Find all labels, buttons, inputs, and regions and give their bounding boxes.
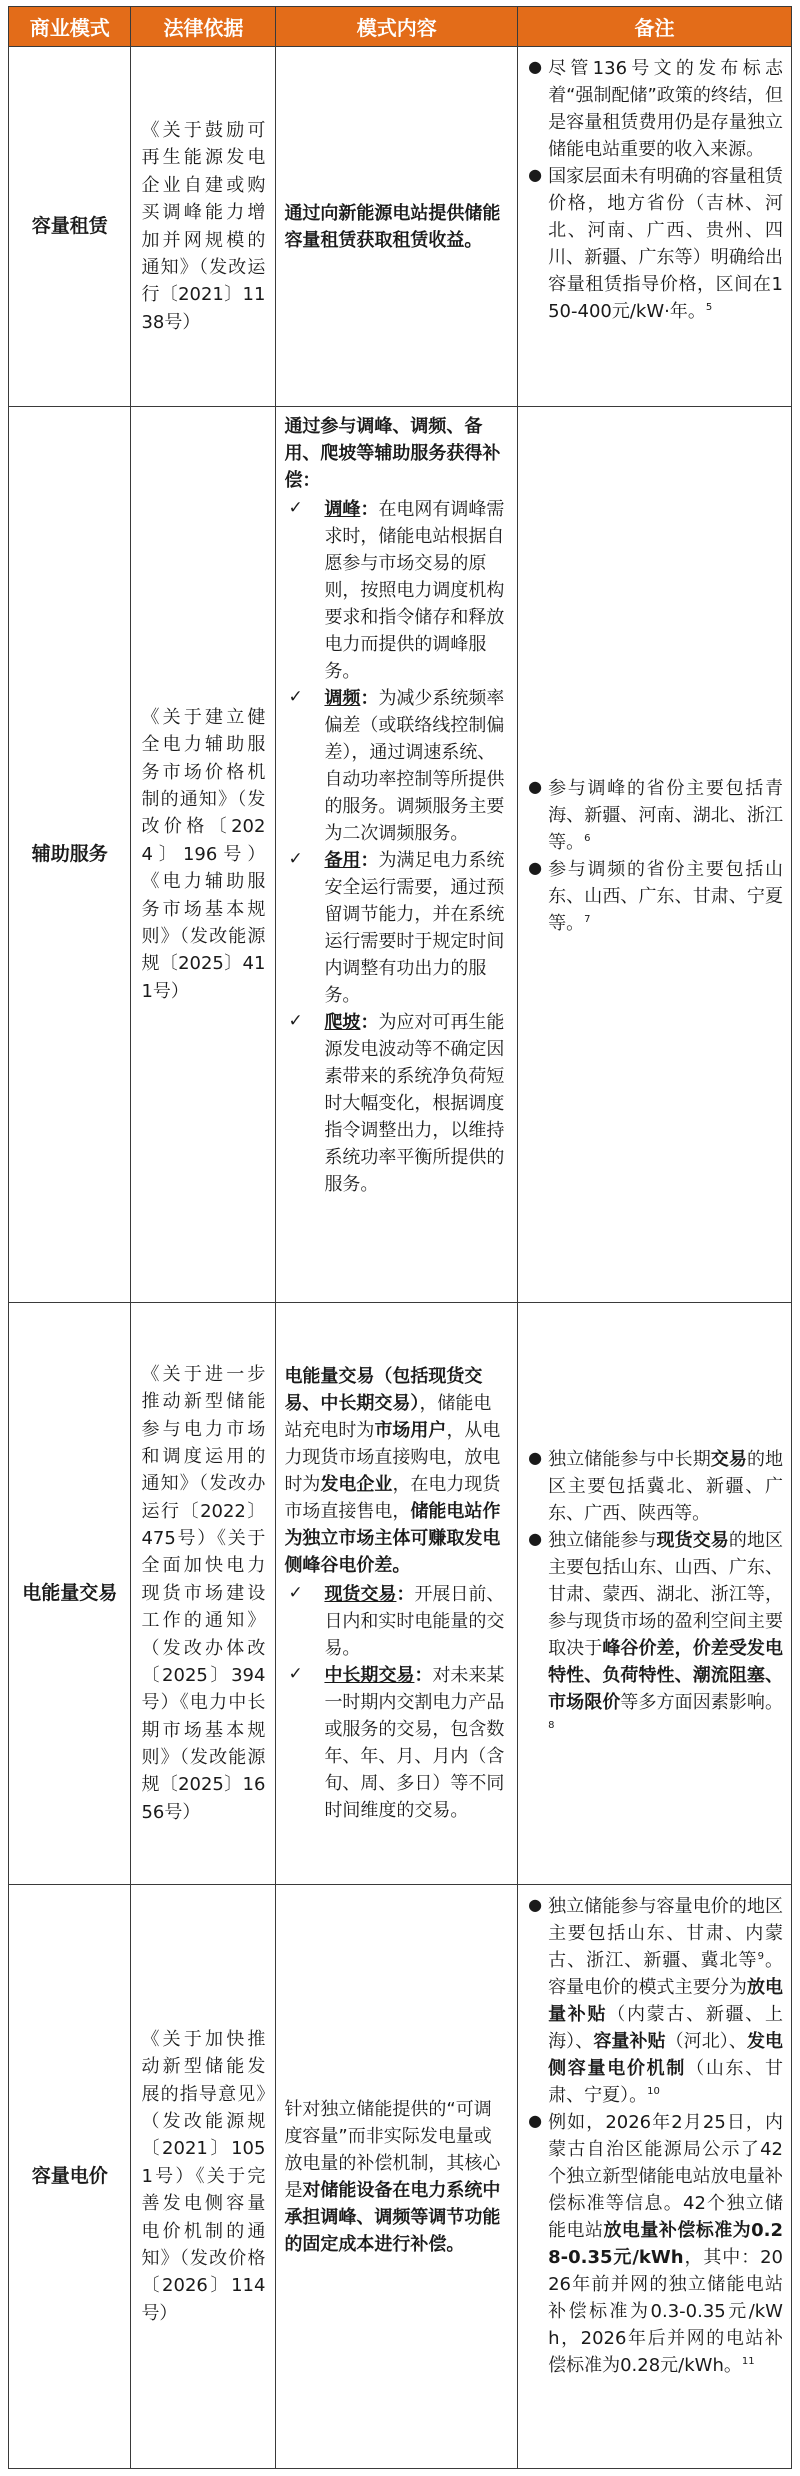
note-item: ● 独立储能参与容量电价的地区主要包括山东、甘肃、内蒙古、浙江、新疆、冀北等$^9$。容量电价的模式主要分为放电量补贴（内蒙古、新疆、上海）、容量补贴（河北）、发电侧容量电价机制（山东、甘肃、宁夏）。$^{10}$	[528, 1895, 784, 2106]
check-icon: ✓	[288, 1583, 303, 1603]
notes-list	[526, 1893, 783, 2379]
model-content	[276, 1303, 518, 1885]
bullet-dot-icon: ●	[528, 1448, 543, 1467]
note-item: ● 参与调峰的省份主要包括青海、新疆、河南、湖北、浙江等。$^6$	[528, 776, 783, 853]
table-row-ancillary-services	[9, 407, 792, 1303]
note-item: ● 例如，2026年2月25日，内蒙古自治区能源局公示了42个独立新型储能电站放电量补偿标准等信息。42个独立储能电站放电量补偿标准为0.28-0.35元/kWh，其中：2026年前并网的独立储能电站补偿标准为0.3-0.35元/kWh，2026年后并网的电站补偿标准为0.28元/kWh。$^{11}$	[528, 2111, 784, 2376]
bullet-dot-icon: ●	[528, 57, 543, 76]
table-header-row	[9, 7, 792, 47]
model-content	[276, 407, 518, 1303]
footnote-ref: 11	[741, 2356, 755, 2367]
note-item: ● 参与调频的省份主要包括山东、山西、广东、甘肃、宁夏等。$^7$	[528, 857, 783, 934]
bullet-dot-icon: ●	[528, 776, 543, 796]
notes-cell	[518, 407, 792, 1303]
legal-basis: 《关于建立健全电力辅助服务市场价格机制的通知》（发改价格〔2024〕196号）《电力辅助服务市场基本规则》（发改能源规〔2025〕411号）	[131, 407, 276, 1303]
model-name: 容量电价	[9, 1885, 131, 2469]
service-item-frequency-regulation: ✓ 调频：为减少系统频率偏差（或联络线控制偏差），通过调速系统、自动功率控制等所提供的服务。调频服务主要为二次调频服务。	[288, 687, 505, 844]
service-list	[284, 496, 509, 1198]
bullet-dot-icon: ●	[528, 1529, 543, 1548]
content-lead: 电能量交易（包括现货交易、中长期交易），储能电站充电时为市场用户，从电力现货市场直接购电，放电时为发电企业，在电力现货市场直接售电，储能电站作为独立市场主体可赚取发电侧峰谷电价差。	[284, 1366, 501, 1576]
note-item: ● 尽管136号文的发布标志着“强制配储”政策的终结，但是容量租赁费用仍是存量独立储能电站重要的收入来源。	[528, 57, 783, 160]
business-model-table	[8, 6, 792, 2469]
note-item: ● 国家层面未有明确的容量租赁价格，地方省份（吉林、河北、河南、广西、贵州、四川、新疆、广东等）明确给出容量租赁指导价格，区间在150-400元/kW·年。$^5$	[528, 165, 783, 322]
service-item-reserve: ✓ 备用：为满足电力系统安全运行需要，通过预留调节能力，并在系统运行需要时于规定时间内调整有功出力的服务。	[288, 849, 505, 1006]
footnote-ref: 10	[647, 2086, 660, 2097]
service-item-peak-shaving: ✓ 调峰：在电网有调峰需求时，储能电站根据自愿参与市场交易的原则，按照电力调度机构要求和指令储存和释放电力而提供的调峰服务。	[288, 498, 505, 682]
notes-cell	[518, 1303, 792, 1885]
table-row-capacity-leasing	[9, 47, 792, 407]
check-icon: ✓	[288, 687, 303, 707]
legal-basis: 《关于鼓励可再生能源发电企业自建或购买调峰能力增加并网规模的通知》（发改运行〔2021〕1138号）	[131, 47, 276, 407]
note-item: ● 独立储能参与现货交易的地区主要包括山东、山西、广东、甘肃、蒙西、湖北、浙江等，参与现货市场的盈利空间主要取决于峰谷价差，价差受发电特性、负荷特性、潮流阻塞、市场限价等多方面因素影响。$^8$	[528, 1529, 784, 1731]
model-content: 针对独立储能提供的“可调度容量”而非实际发电量或放电量的补偿机制，其核心是对储能设备在电力系统中承担调峰、调频等调节功能的固定成本进行补偿。	[276, 1885, 518, 2469]
bullet-dot-icon: ●	[528, 165, 543, 184]
trade-list	[284, 1581, 509, 1824]
notes-list	[526, 1446, 783, 1743]
header-legal-basis: 法律依据	[131, 7, 276, 47]
model-name: 容量租赁	[9, 47, 131, 407]
service-item-ramping: ✓ 爬坡：为应对可再生能源发电波动等不确定因素带来的系统净负荷短时大幅变化，根据调度指令调整出力，以维持系统功率平衡所提供的服务。	[288, 1011, 505, 1195]
notes-cell	[518, 47, 792, 407]
trade-item-spot: ✓ 现货交易：开展日前、日内和实时电能量的交易。	[288, 1583, 505, 1659]
note-item: ● 独立储能参与中长期交易的地区主要包括冀北、新疆、广东、广西、陕西等。	[528, 1448, 784, 1524]
legal-basis: 《关于进一步推动新型储能参与电力市场和调度运用的通知》（发改办运行〔2022〕475号）《关于全面加快电力现货市场建设工作的通知》（发改办体改〔2025〕394号）《电力中长期市场基本规则》（发改能源规〔2025〕1656号）	[131, 1303, 276, 1885]
notes-cell	[518, 1885, 792, 2469]
footnote-ref: 8	[548, 1720, 555, 1731]
check-icon: ✓	[288, 849, 303, 869]
check-icon: ✓	[288, 1011, 303, 1031]
check-icon: ✓	[288, 1664, 303, 1684]
bullet-dot-icon: ●	[528, 2111, 543, 2130]
legal-basis: 《关于加快推动新型储能发展的指导意见》（发改能源规〔2021〕1051号）《关于完善发电侧容量电价机制的通知》（发改价格〔2026〕114号）	[131, 1885, 276, 2469]
footnote-ref: 9	[757, 1951, 764, 1962]
footnote-ref: 6	[584, 832, 591, 844]
notes-list	[526, 55, 783, 325]
header-business-model: 商业模式	[9, 7, 131, 47]
header-notes: 备注	[518, 7, 792, 47]
table-row-energy-trading	[9, 1303, 792, 1885]
bullet-dot-icon: ●	[528, 857, 543, 877]
header-model-content: 模式内容	[276, 7, 518, 47]
table-row-capacity-price	[9, 1885, 792, 2469]
footnote-ref: 5	[705, 302, 713, 313]
check-icon: ✓	[288, 498, 303, 518]
trade-item-medium-long-term: ✓ 中长期交易：对未来某一时期内交割电力产品或服务的交易，包含数年、年、月、月内（含旬、周、多日）等不同时间维度的交易。	[288, 1664, 505, 1821]
notes-list	[526, 775, 783, 937]
footnote-ref: 7	[584, 913, 591, 925]
content-lead: 通过参与调峰、调频、备用、爬坡等辅助服务获得补偿：	[284, 416, 501, 491]
model-name: 电能量交易	[9, 1303, 131, 1885]
model-content: 通过向新能源电站提供储能容量租赁获取租赁收益。	[276, 47, 518, 407]
bullet-dot-icon: ●	[528, 1895, 543, 1914]
model-name: 辅助服务	[9, 407, 131, 1303]
